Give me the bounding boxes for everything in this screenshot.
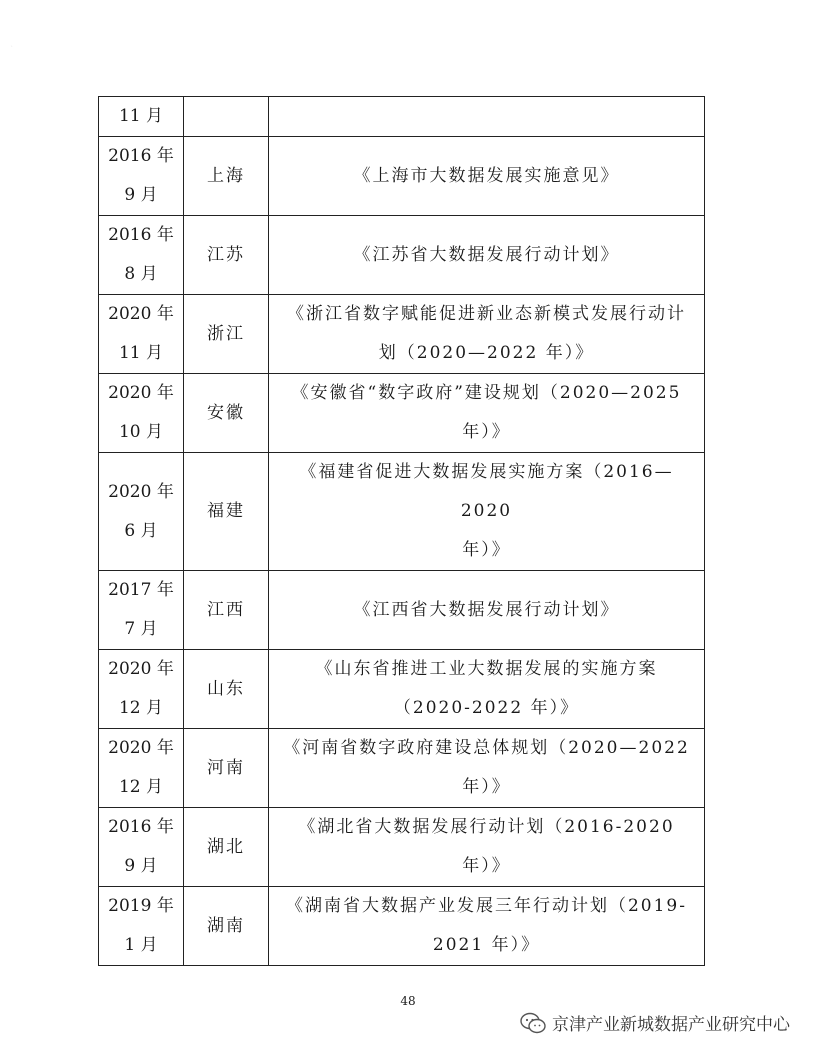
- date-cell: [99, 216, 184, 295]
- date-line: 7 月: [124, 619, 158, 639]
- table-row: [99, 808, 705, 887]
- table-row: [99, 295, 705, 374]
- policy-document-cell: [269, 374, 705, 453]
- policy-document-cell: [269, 216, 705, 295]
- watermark: ·: [6, 39, 17, 54]
- policy-document-line: 年）》: [462, 422, 511, 442]
- table-row: [99, 137, 705, 216]
- policy-document-line: 《湖北省大数据发展行动计划（2016-2020: [298, 817, 675, 837]
- policy-table-body: [99, 97, 705, 966]
- policy-document-cell: [269, 887, 705, 966]
- policy-document-line: 《安徽省“数字政府”建设规划（2020—2025: [291, 383, 682, 403]
- policy-document-line: 《山东省推进工业大数据发展的实施方案: [315, 659, 658, 679]
- date-line: 1 月: [124, 935, 158, 955]
- region-cell: 上海: [184, 137, 269, 216]
- policy-document-line: 《湖南省大数据产业发展三年行动计划（2019-: [285, 896, 687, 916]
- policy-document-line: 年）》: [462, 856, 511, 876]
- policy-document-line: 年）》: [462, 777, 511, 797]
- date-line: 8 月: [124, 264, 158, 284]
- date-line: 2020 年: [108, 304, 174, 324]
- page-number: 48: [400, 994, 416, 1008]
- table-row: [99, 216, 705, 295]
- region-cell: 安徽: [184, 374, 269, 453]
- footer-brand: [520, 1010, 790, 1035]
- policy-document-line: 《江西省大数据发展行动计划》: [353, 599, 620, 620]
- date-line: 2020 年: [108, 659, 174, 679]
- date-cell: [99, 650, 184, 729]
- policy-document-cell: [269, 729, 705, 808]
- date-line: 2016 年: [108, 146, 174, 166]
- policy-document-line: 2021 年）》: [432, 935, 541, 955]
- region-cell: 湖北: [184, 808, 269, 887]
- date-cell: [99, 808, 184, 887]
- table-row: [99, 887, 705, 966]
- date-cell: [99, 453, 184, 571]
- policy-document-line: 《上海市大数据发展实施意见》: [353, 165, 620, 186]
- date-cell: [99, 887, 184, 966]
- date-line: 11 月: [118, 343, 164, 363]
- date-line: 12 月: [118, 698, 164, 718]
- policy-document-cell: [269, 97, 705, 137]
- date-cell: [99, 374, 184, 453]
- date-line: 2019 年: [108, 896, 174, 916]
- table-row: [99, 729, 705, 808]
- region-cell: 湖南: [184, 887, 269, 966]
- region-cell: 河南: [184, 729, 269, 808]
- date-cell: [99, 729, 184, 808]
- table-row: [99, 571, 705, 650]
- policy-document-line: （2020-2022 年）》: [393, 698, 580, 718]
- policy-document-line: 划（2020—2022 年）》: [378, 343, 595, 363]
- policy-document-line: 《河南省数字政府建设总体规划（2020—2022: [283, 738, 690, 758]
- policy-document-cell: [269, 650, 705, 729]
- date-line: 2016 年: [108, 817, 174, 837]
- policy-document-cell: [269, 453, 705, 571]
- region-cell: 福建: [184, 453, 269, 571]
- region-cell: 浙江: [184, 295, 269, 374]
- policy-document-cell: [269, 137, 705, 216]
- date-line: 2020 年: [108, 481, 174, 502]
- table-row: [99, 97, 705, 137]
- policy-document-cell: [269, 808, 705, 887]
- policy-document-line: 年）》: [462, 540, 511, 560]
- region-cell: 江西: [184, 571, 269, 650]
- policy-document-line: 《浙江省数字赋能促进新业态新模式发展行动计: [287, 304, 686, 324]
- date-line: 6 月: [124, 520, 158, 541]
- date-cell: [99, 295, 184, 374]
- table-row: [99, 453, 705, 571]
- date-line: 12 月: [118, 777, 164, 797]
- date-cell: [99, 137, 184, 216]
- wechat-icon: [520, 1012, 546, 1034]
- date-line: 9 月: [124, 856, 158, 876]
- policy-document-line: 《江苏省大数据发展行动计划》: [353, 244, 620, 265]
- table-row: [99, 650, 705, 729]
- date-line: 9 月: [124, 185, 158, 205]
- region-cell: 江苏: [184, 216, 269, 295]
- date-line: 2020 年: [108, 738, 174, 758]
- region-cell: [184, 97, 269, 137]
- date-line: 11 月: [118, 106, 164, 126]
- policy-document-cell: [269, 571, 705, 650]
- date-cell: [99, 97, 184, 137]
- region-cell: 山东: [184, 650, 269, 729]
- footer-brand-text: 京津产业新城数据产业研究中心: [552, 1015, 790, 1035]
- date-line: 2017 年: [108, 580, 174, 600]
- date-cell: [99, 571, 184, 650]
- date-line: 2016 年: [108, 225, 174, 245]
- policy-document-line: 《福建省促进大数据发展实施方案（2016—2020: [299, 462, 674, 521]
- policy-document-cell: [269, 295, 705, 374]
- date-line: 10 月: [118, 422, 164, 442]
- date-line: 2020 年: [108, 383, 174, 403]
- table-row: [99, 374, 705, 453]
- policy-table: [98, 96, 705, 966]
